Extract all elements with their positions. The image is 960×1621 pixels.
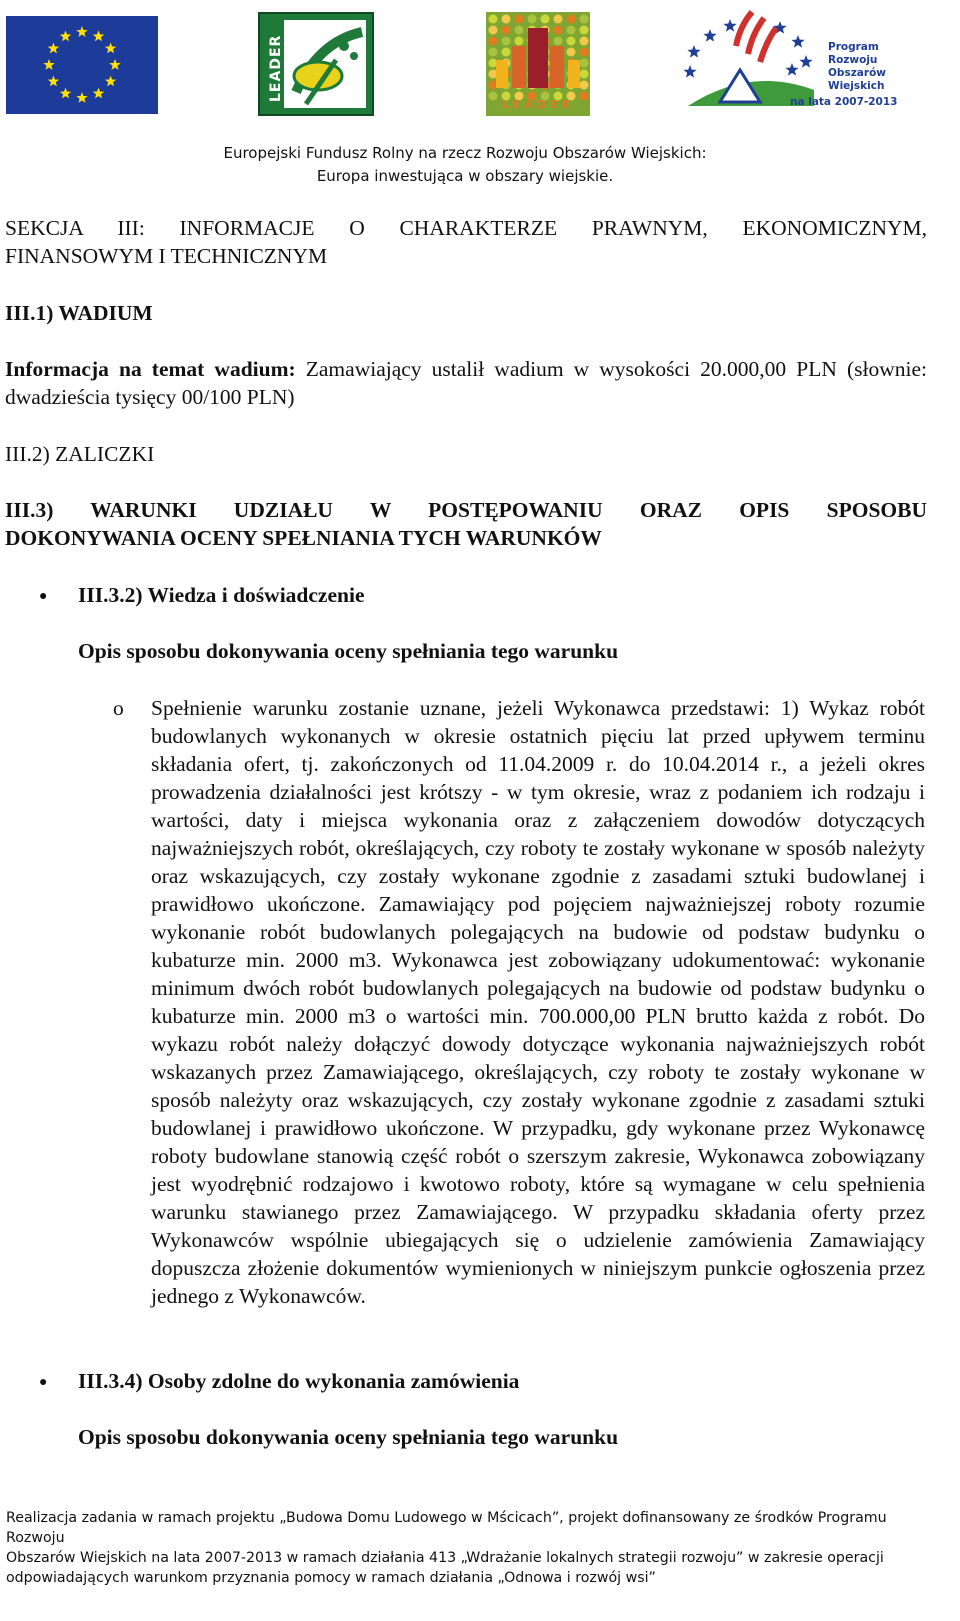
warunki-line-2: DOKONYWANIA OCENY SPEŁNIANIA TYCH WARUNKÓW	[5, 526, 602, 550]
pattern-dot	[554, 37, 563, 46]
fund-line-1: Europejski Fundusz Rolny na rzecz Rozwoju Obszarów Wiejskich:	[223, 144, 707, 162]
wadium-text: Zamawiający ustalił wadium w wysokości 20.000,00 PLN (słownie: dwadzieścia tysięcy 00/100 PLN)	[5, 357, 927, 409]
pattern-dot	[554, 26, 563, 35]
star-icon	[687, 45, 700, 58]
pattern-dot	[580, 59, 589, 68]
leader-logo-color	[486, 12, 590, 116]
prow-line1: Program	[828, 41, 879, 53]
pattern-dot	[489, 92, 498, 101]
pattern-dot	[580, 15, 589, 24]
section-title-line-2: FINANSOWYM I TECHNICZNYM	[5, 244, 328, 268]
footer-line-2: Obszarów Wiejskich na lata 2007-2013 w ramach działania 413 „Wdrażanie lokalnych strategii rozwoju” w zakresie operacji	[6, 1550, 884, 1566]
pattern-dot	[580, 48, 589, 57]
pattern-dot	[515, 26, 524, 35]
footer	[6, 1508, 936, 1588]
sub-bullet-marker: o	[113, 696, 124, 720]
opis-heading: Opis sposobu dokonywania oceny spełniania tego warunku	[78, 639, 619, 663]
pattern-dot	[502, 15, 511, 24]
pattern-dot	[489, 26, 498, 35]
pattern-dot	[567, 26, 576, 35]
prow-line4: Wiejskich	[828, 80, 885, 92]
star-icon	[723, 19, 736, 32]
footer-line-1: Realizacja zadania w ramach projektu „Budowa Domu Ludowego w Mścicach”, projekt dofinansowany ze środków Programu Rozwoju	[6, 1510, 887, 1546]
star-icon	[785, 63, 798, 76]
prow-program-logo	[680, 6, 940, 116]
prow-line5: na lata 2007-2013	[790, 96, 898, 108]
wadium-info	[5, 355, 927, 411]
pattern-dot	[489, 37, 498, 46]
pattern-dot	[580, 26, 589, 35]
star-icon	[791, 35, 804, 48]
warunki-heading	[5, 496, 927, 552]
pattern-dot	[541, 15, 550, 24]
warunki-line-1: III.3) WARUNKI UDZIAŁU W POSTĘPOWANIU ORAZ OPIS SPOSOBU	[5, 498, 927, 522]
pattern-dot	[502, 26, 511, 35]
pattern-dot	[554, 15, 563, 24]
wadium-heading: III.1) WADIUM	[5, 301, 153, 325]
opis-heading: Opis sposobu dokonywania oceny spełniania tego warunku	[78, 1425, 619, 1449]
wadium-label: Informacja na temat wadium:	[5, 357, 296, 381]
leader-vertical-text: LEADER	[268, 34, 284, 102]
prow-line2: Rozwoju	[828, 54, 878, 66]
pattern-dot	[580, 37, 589, 46]
pattern-dot	[489, 48, 498, 57]
pattern-dot	[502, 37, 511, 46]
footer-line-3: odpowiadających warunkom przyznania pomocy w ramach działania „Odnowa i rozwój wsi”	[6, 1570, 656, 1586]
eu-flag-logo	[6, 16, 158, 114]
pattern-dot	[567, 15, 576, 24]
leader-color-text: LEADER	[501, 98, 575, 111]
pattern-dot	[580, 81, 589, 90]
bullet-marker: ●	[39, 589, 48, 604]
pattern-dot	[567, 48, 576, 57]
zaliczki-heading: III.2) ZALICZKI	[5, 442, 155, 466]
star-icon	[799, 55, 812, 68]
leader-logo-white	[258, 12, 374, 116]
pattern-dot	[580, 70, 589, 79]
prow-line3: Obszarów	[828, 67, 886, 79]
bullet-marker: ●	[39, 1375, 48, 1390]
section-title-line-1: SEKCJA III: INFORMACJE O CHARAKTERZE PRAWNYM, EKONOMICZNYM,	[5, 216, 927, 240]
pattern-dot	[489, 15, 498, 24]
wiedza-paragraph: Spełnienie warunku zostanie uznane, jeżeli Wykonawca przedstawi: 1) Wykaz robót budowlanych wykonanych w okresie ostatnich pięciu lat przed upływem terminu składania ofert, tj. zakończonych od 11.04.2009 r. do 10.04.2014 r., a jeżeli okres prowadzenia działalności jest krótszy - w tym okresie, wraz z podaniem ich rodzaju i wartości, daty i miejsca wykonania oraz z załączeniem dowodów dotyczących najważniejszych robót, określających, czy roboty te zostały wykonane w sposób należyty oraz wskazujących, czy zostały wykonane zgodnie z zasadami sztuki budowlanej i prawidłowo ukończone. Zamawiający pod pojęciem najważniejszej roboty rozumie wykonanie robót budowlanych polegających na budowie od podstaw budynku o kubaturze min. 2000 m3. Wykonawca jest zobowiązany udokumentować: wykonanie minimum dwóch robót budowlanych polegających na budowie od podstaw budynku o kubaturze min. 2000 m3 o wartości min. 700.000,00 PLN brutto każda z robót. Do wykazu robót należy dołączyć dowody dotyczące wykonania najważniejszych robót wskazanych przez Zamawiającego, określających, czy roboty te zostały wykonane w sposób należyty oraz wskazujących, czy zostały wykonane zgodnie z zasadami sztuki budowlanej i prawidłowo ukończone. W przypadku, gdy wykonane przez Wykonawcę roboty budowlane stanowią część robót o szerszym zakresie, Wykonawca zobowiązany jest wyodrębnić rodzajowo i kwotowo roboty, które są wymagane w celu spełnienia warunku stawianego przez Zamawiającego. W przypadku składania oferty przez Wykonawców wspólnie ubiegających się o udzielenie zamówienia Zamawiający dopuszcza złożenie dokumentów wymienionych w niniejszym punkcie ogłoszenia przez jednego z Wykonawców.	[151, 696, 925, 1308]
pattern-dot	[502, 48, 511, 57]
star-icon	[703, 29, 716, 42]
item-heading-osoby: III.3.4) Osoby zdolne do wykonania zamówienia	[78, 1369, 520, 1393]
pattern-dot	[515, 15, 524, 24]
pattern-dot	[567, 37, 576, 46]
item-heading-wiedza: III.3.2) Wiedza i doświadczenie	[78, 583, 365, 607]
pattern-dot	[528, 15, 537, 24]
section-title	[5, 214, 927, 270]
fund-line-2: Europa inwestująca w obszary wiejskie.	[316, 167, 614, 185]
pattern-dot	[515, 37, 524, 46]
pattern-dot	[580, 92, 589, 101]
star-icon	[683, 65, 696, 78]
